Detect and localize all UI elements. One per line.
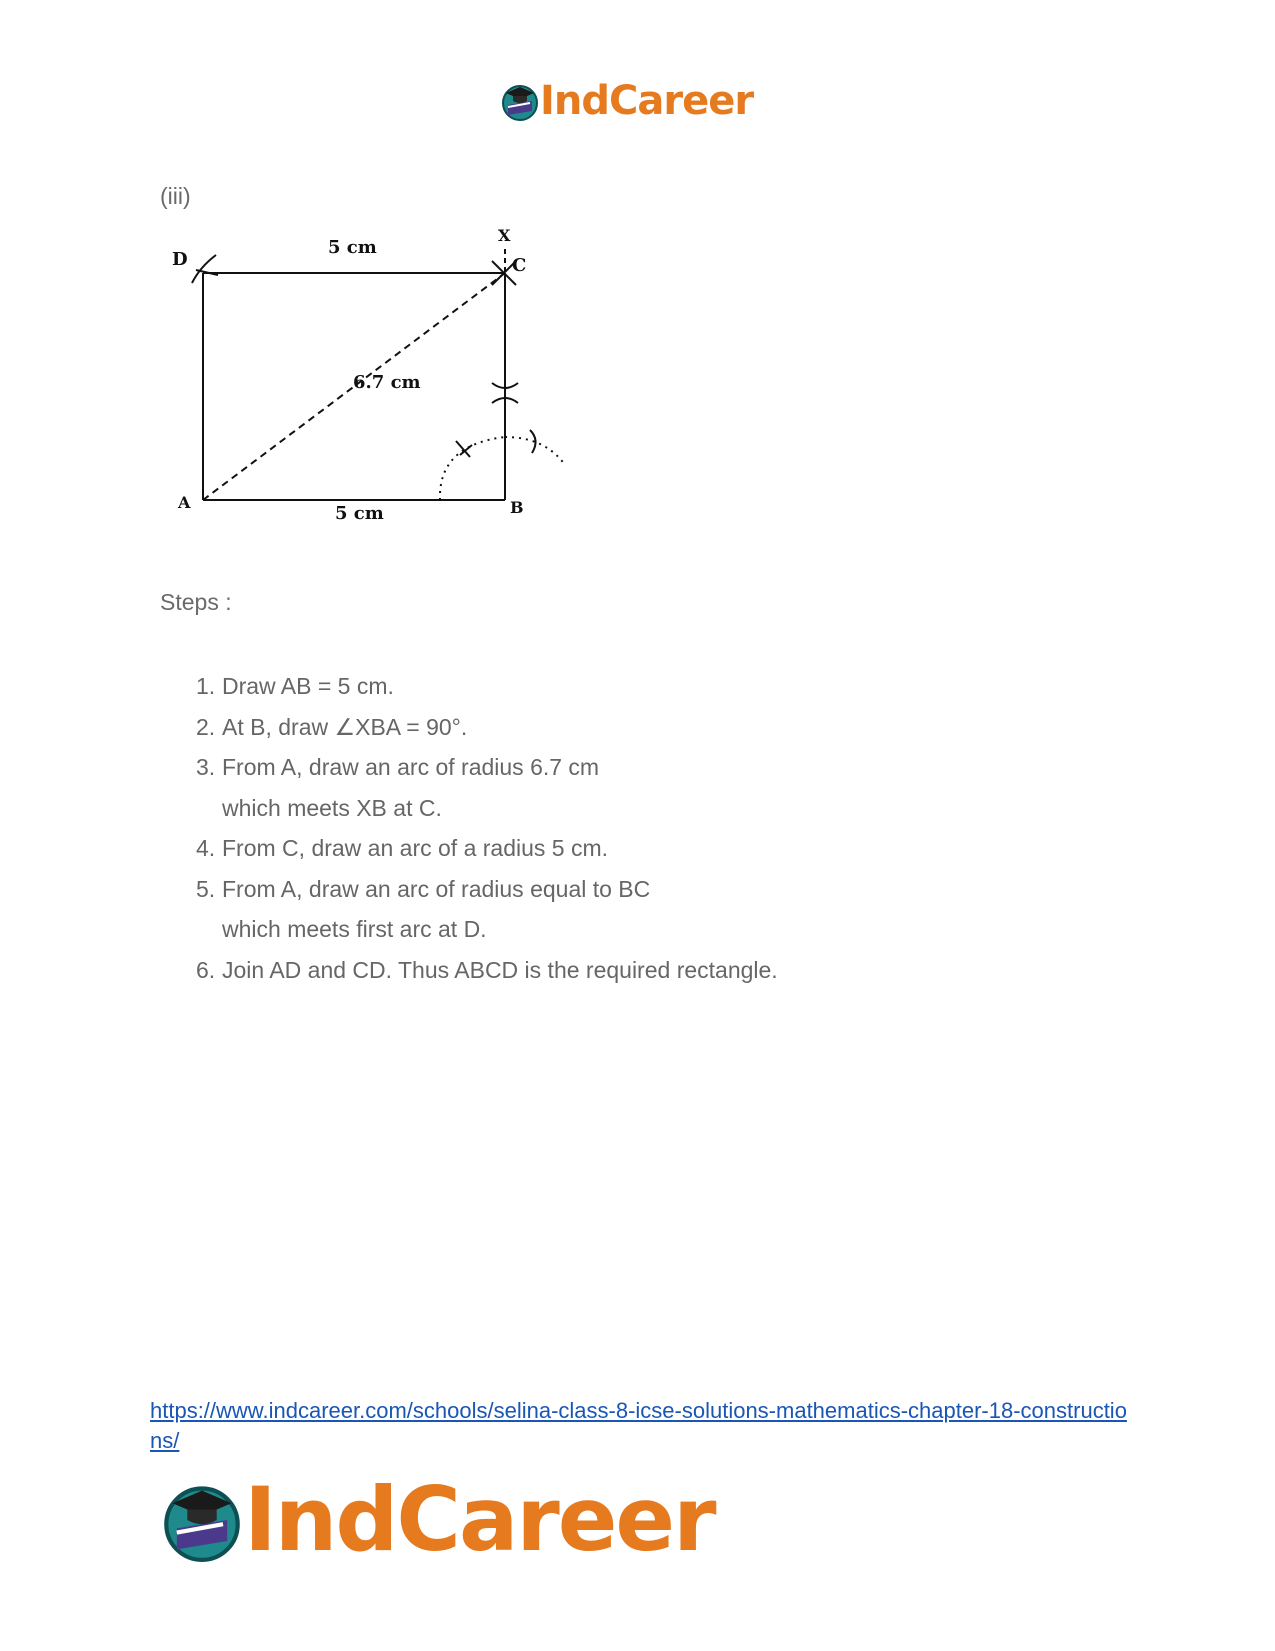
list-item [196,828,822,869]
globe-cap-icon [160,1478,244,1562]
side-label-top: 5 cm [328,237,377,258]
list-item [196,747,822,828]
steps-heading: Steps : [160,589,232,615]
step-number: 2. [196,713,216,740]
list-item [196,869,822,950]
step-number: 5. [196,875,216,902]
vertex-label-a: A [178,493,191,512]
indcareer-logo-top [500,78,753,124]
vertex-label-b: B [510,498,524,517]
part-label: (iii) [160,183,191,209]
step-text: Draw AB = 5 cm. [222,673,394,699]
step-number: 6. [196,956,216,983]
steps-list [196,666,822,990]
logo-wordmark: IndCareer [540,78,754,124]
vertex-label-c: C [512,255,527,276]
construction-arc-b [440,437,505,500]
step-number: 4. [196,835,216,861]
source-url-link[interactable]: https://www.indcareer.com/schools/selina-class-8-icse-solutions-mathematics-chapter-18-constructions/ [150,1398,1127,1453]
step-number: 3. [196,754,216,780]
diagonal-label: 6.7 cm [353,372,421,393]
step-text: From A, draw an arc of radius 6.7 cm which meets XB at C. [222,754,600,821]
step-number: 1. [196,673,216,699]
rectangle-construction-figure [170,225,590,555]
side-label-bottom: 5 cm [335,503,384,524]
list-item [196,950,822,991]
list-item [196,666,822,707]
vertex-label-d: D [172,249,188,270]
step-text: From C, draw an arc of a radius 5 cm. [222,835,609,861]
globe-cap-icon [500,81,540,121]
indcareer-logo-bottom [160,1468,715,1571]
step-text: Join AD and CD. Thus ABCD is the required rectangle. [222,956,778,983]
step-text: At B, draw ∠XBA = 90°. [222,713,468,740]
point-label-x: X [498,226,511,245]
logo-wordmark: IndCareer [244,1468,715,1571]
step-text: From A, draw an arc of radius equal to BC which meets first arc at D. [222,875,651,942]
list-item [196,707,822,748]
